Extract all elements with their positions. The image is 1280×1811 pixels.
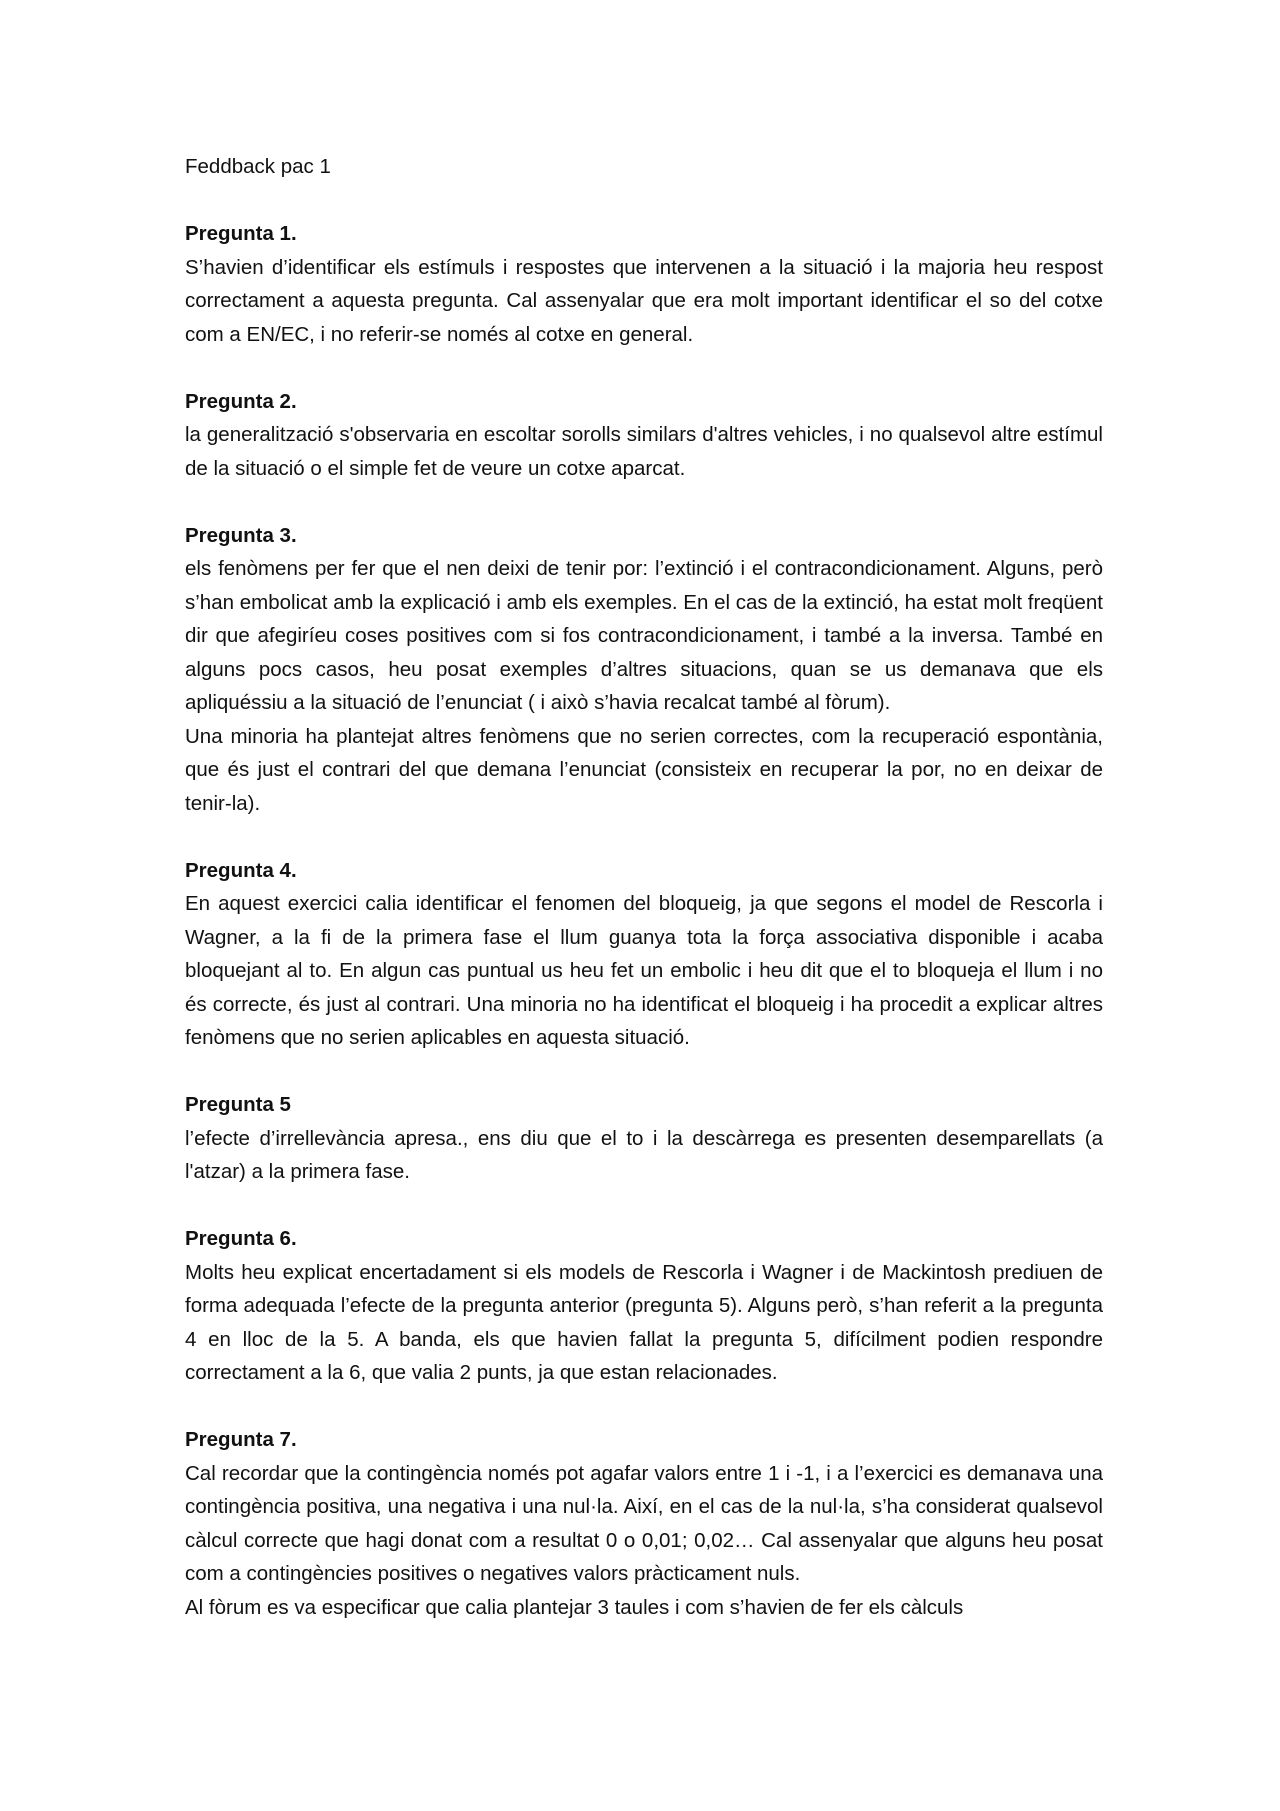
section-paragraph: Molts heu explicat encertadament si els models de Rescorla i Wagner i de Mackintosh prediuen de forma adequada l’efecte de la pregunta anterior (pregunta 5). Alguns però, s’han referit a la pregunta 4 en lloc de la 5. A banda, els que havien fallat la pregunta 5, difícilment podien respondre correctament a la 6, que valia 2 punts, ja que estan relacionades.: [185, 1260, 1103, 1384]
section-paragraph: els fenòmens per fer que el nen deixi de tenir por: l’extinció i el contracondicionament. Alguns, però s’han embolicat amb la explicació i amb els exemples. En el cas de la extinció, ha estat molt freqüent dir que afegiríeu coses positives com si fos contracondicionament, i també a la inversa. També en alguns pocs casos, heu posat exemples d’altres situacions, quan se us demanava que els apliquéssiu a la situació de l’enunciat ( i això s’havia recalcat també al fòrum).: [185, 557, 1103, 714]
document-page: [185, 150, 1103, 1658]
section-paragraph: En aquest exercici calia identificar el fenomen del bloqueig, ja que segons el model de Rescorla i Wagner, a la fi de la primera fase el llum guanya tota la força associativa disponible i acaba bloquejant al to. En algun cas puntual us heu fet un embolic i heu dit que el to bloqueja el llum i no és correcte, és just al contrari. Una minoria no ha identificat el bloqueig i ha procedit a explicar altres fenòmens que no serien aplicables en aquesta situació.: [185, 892, 1103, 1049]
section-pregunta-4: [185, 854, 1103, 1055]
section-paragraph: Una minoria ha plantejat altres fenòmens que no serien correctes, com la recuperació espontània, que és just el contrari del que demana l’enunciat (consisteix en recuperar la por, no en deixar de tenir-la).: [185, 724, 1103, 815]
section-pregunta-5: [185, 1088, 1103, 1189]
document-title: Feddback pac 1: [185, 155, 331, 178]
section-pregunta-3: [185, 519, 1103, 821]
section-paragraph: Cal recordar que la contingència només pot agafar valors entre 1 i -1, i a l’exercici es demanava una contingència positiva, una negativa i una nul·la. Així, en el cas de la nul·la, s’ha considerat qualsevol càlcul correcte que hagi donat com a resultat 0 o 0,01; 0,02… Cal assenyalar que alguns heu posat com a contingències positives o negatives valors pràcticament nuls.: [185, 1461, 1103, 1585]
section-pregunta-1: [185, 217, 1103, 351]
section-heading: Pregunta 2.: [185, 389, 297, 413]
section-paragraph: S’havien d’identificar els estímuls i respostes que intervenen a la situació i la majoria heu respost correctament a aquesta pregunta. Cal assenyalar que era molt important identificar el so del cotxe com a EN/EC, i no referir-se només al cotxe en general.: [185, 255, 1103, 346]
section-heading: Pregunta 1.: [185, 222, 297, 245]
section-heading: Pregunta 3.: [185, 523, 297, 547]
section-paragraph: Al fòrum es va especificar que calia plantejar 3 taules i com s’havien de fer els càlculs: [185, 1595, 964, 1619]
section-heading: Pregunta 5: [185, 1093, 291, 1116]
section-heading: Pregunta 7.: [185, 1428, 297, 1451]
section-pregunta-6: [185, 1222, 1103, 1390]
section-heading: Pregunta 6.: [185, 1227, 297, 1250]
section-pregunta-2: [185, 385, 1103, 486]
section-paragraph: l’efecte d’irrellevància apresa., ens diu que el to i la descàrrega es presenten desemparellats (a l'atzar) a la primera fase.: [185, 1126, 1103, 1183]
section-pregunta-7: [185, 1423, 1103, 1624]
section-paragraph: la generalització s'observaria en escoltar sorolls similars d'altres vehicles, i no qualsevol altre estímul de la situació o el simple fet de veure un cotxe aparcat.: [185, 423, 1103, 480]
section-heading: Pregunta 4.: [185, 858, 297, 882]
